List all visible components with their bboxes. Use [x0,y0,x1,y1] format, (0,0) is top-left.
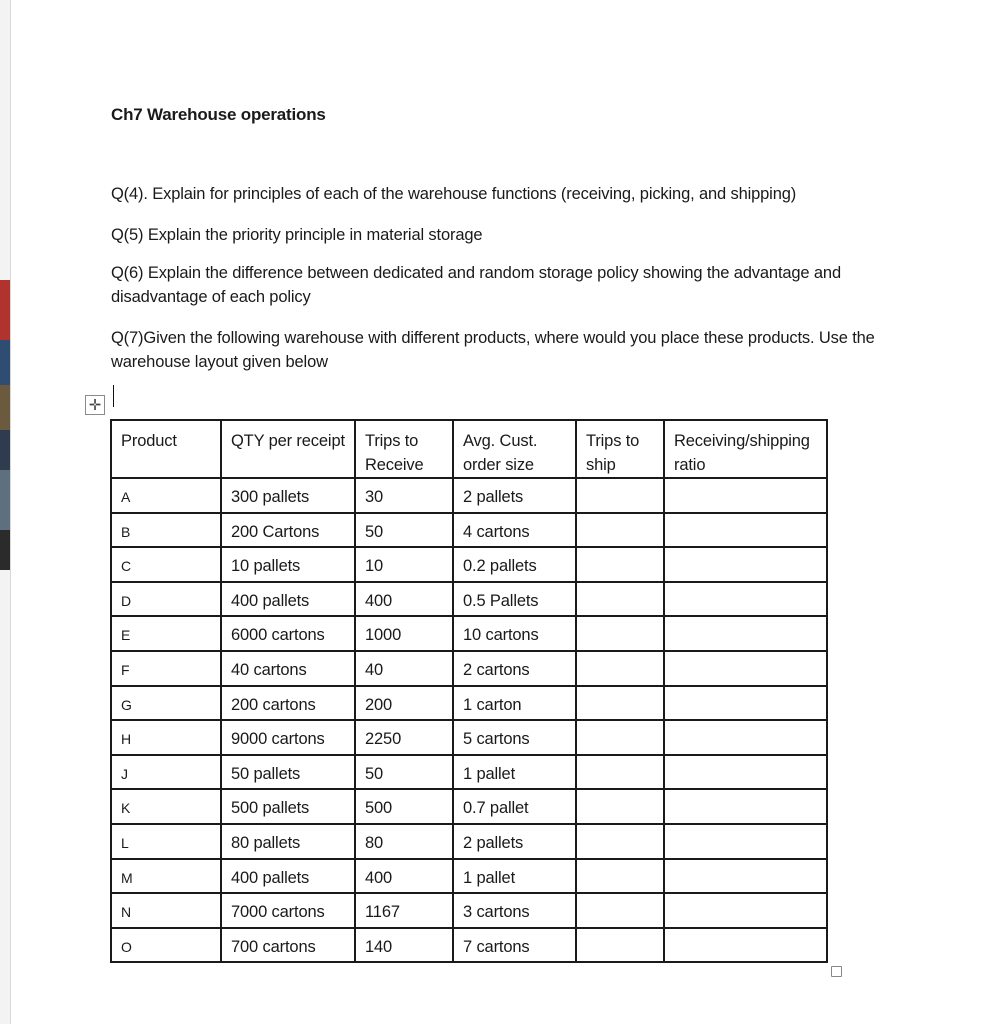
table-row [111,755,827,790]
table-cell[interactable]: D [111,582,221,617]
table-cell[interactable]: 400 pallets [221,582,355,617]
table-row [111,893,827,928]
table-cell[interactable] [576,582,664,617]
table-cell[interactable]: 0.7 pallet [453,789,576,824]
table-cell[interactable]: N [111,893,221,928]
strip-segment [0,530,10,570]
table-cell[interactable] [664,720,827,755]
table-cell[interactable]: 200 [355,686,453,721]
table-cell[interactable]: 1 pallet [453,859,576,894]
table-cell[interactable]: B [111,513,221,548]
table-cell[interactable]: 2 pallets [453,478,576,513]
strip-segment [0,280,10,340]
table-cell[interactable]: 80 pallets [221,824,355,859]
table-cell[interactable] [576,824,664,859]
table-cell[interactable] [664,686,827,721]
table-resize-handle[interactable] [831,966,842,977]
table-body [111,478,827,962]
table-cell[interactable]: 400 [355,582,453,617]
table-cell[interactable]: O [111,928,221,963]
question-7: Q(7)Given the following warehouse with different products, where would you place these products. Use the warehouse layout given below [111,329,875,371]
table-cell[interactable]: 200 Cartons [221,513,355,548]
table-cell[interactable] [664,582,827,617]
table-cell[interactable]: G [111,686,221,721]
table-cell[interactable]: 50 [355,755,453,790]
header-cell[interactable]: Product [111,420,221,478]
table-row [111,616,827,651]
strip-segment [0,385,10,430]
table-cell[interactable] [576,789,664,824]
table-cell[interactable]: 0.2 pallets [453,547,576,582]
table-cell[interactable]: F [111,651,221,686]
table-cell[interactable]: 2 pallets [453,824,576,859]
header-cell[interactable]: Trips to ship [576,420,664,478]
table-cell[interactable]: C [111,547,221,582]
text-cursor [113,385,114,407]
table-cell[interactable]: L [111,824,221,859]
table-cell[interactable]: 140 [355,928,453,963]
table-cell[interactable]: 4 cartons [453,513,576,548]
table-cell[interactable]: 5 cartons [453,720,576,755]
table-row [111,859,827,894]
table-cell[interactable] [664,651,827,686]
table-cell[interactable] [576,859,664,894]
table-row [111,651,827,686]
table-cell[interactable]: 10 [355,547,453,582]
table-cell[interactable] [664,928,827,963]
table-cell[interactable]: 2 cartons [453,651,576,686]
table-row [111,720,827,755]
strip-segment [0,340,10,385]
table-row [111,547,827,582]
table-cell[interactable]: K [111,789,221,824]
table-cell[interactable]: 10 pallets [221,547,355,582]
table-header-row [111,420,827,478]
table-cell[interactable] [664,616,827,651]
table-cell[interactable] [576,513,664,548]
table-cell[interactable]: 1167 [355,893,453,928]
table-cell[interactable]: 6000 cartons [221,616,355,651]
table-cell[interactable]: 1 carton [453,686,576,721]
table-cell[interactable] [576,547,664,582]
table-cell[interactable]: 9000 cartons [221,720,355,755]
table-move-handle[interactable] [85,395,105,415]
product-table [110,419,828,963]
table-cell[interactable]: 700 cartons [221,928,355,963]
move-arrows-icon: ✛ [88,397,102,414]
table-cell[interactable] [576,478,664,513]
table-cell[interactable]: H [111,720,221,755]
table-cell[interactable]: E [111,616,221,651]
table-cell[interactable]: 40 cartons [221,651,355,686]
table-cell[interactable]: J [111,755,221,790]
table-cell[interactable]: A [111,478,221,513]
table-cell[interactable]: 500 [355,789,453,824]
table-cell[interactable]: 0.5 Pallets [453,582,576,617]
table-row [111,824,827,859]
table-cell[interactable] [664,478,827,513]
table-cell[interactable]: 2250 [355,720,453,755]
table-cell[interactable]: 40 [355,651,453,686]
header-cell[interactable]: QTY per receipt [221,420,355,478]
table-cell[interactable]: 3 cartons [453,893,576,928]
table-cell[interactable]: 400 [355,859,453,894]
table-cell[interactable]: 200 cartons [221,686,355,721]
table-cell[interactable]: 400 pallets [221,859,355,894]
table-cell[interactable] [664,893,827,928]
document-title: Ch7 Warehouse operations [111,105,326,124]
table-cell[interactable] [576,893,664,928]
table-row [111,582,827,617]
table-row [111,513,827,548]
table-cell[interactable] [576,686,664,721]
question-5: Q(5) Explain the priority principle in material storage [111,226,483,244]
table-cell[interactable] [664,824,827,859]
table-cell[interactable]: 50 pallets [221,755,355,790]
header-cell[interactable]: Avg. Cust. order size [453,420,576,478]
question-6: Q(6) Explain the difference between dedicated and random storage policy showing the advantage and disadvantage of each policy [111,264,841,306]
table-row [111,789,827,824]
table-row [111,478,827,513]
table-cell[interactable] [576,928,664,963]
table-cell[interactable]: 1000 [355,616,453,651]
table-cell[interactable]: 7000 cartons [221,893,355,928]
table-cell[interactable]: 80 [355,824,453,859]
table-cell[interactable]: 500 pallets [221,789,355,824]
table-cell[interactable] [664,547,827,582]
table-cell[interactable] [664,859,827,894]
table-cell[interactable] [576,616,664,651]
strip-segment [0,430,10,470]
table-cell[interactable]: 300 pallets [221,478,355,513]
table-row [111,686,827,721]
table-row [111,928,827,963]
table-cell[interactable] [664,513,827,548]
table-cell[interactable] [576,651,664,686]
header-cell[interactable]: Receiving/shipping ratio [664,420,827,478]
left-window-strip [0,0,11,1024]
table-cell[interactable] [576,755,664,790]
table-cell[interactable]: M [111,859,221,894]
question-4: Q(4). Explain for principles of each of the warehouse functions (receiving, picking, and shipping) [111,185,797,203]
header-cell[interactable]: Trips to Receive [355,420,453,478]
table-cell[interactable]: 30 [355,478,453,513]
table-cell[interactable] [664,755,827,790]
table-cell[interactable] [664,789,827,824]
table-cell[interactable]: 7 cartons [453,928,576,963]
table-cell[interactable]: 10 cartons [453,616,576,651]
table-cell[interactable] [576,720,664,755]
table-cell[interactable]: 1 pallet [453,755,576,790]
strip-segment [0,470,10,530]
table-cell[interactable]: 50 [355,513,453,548]
